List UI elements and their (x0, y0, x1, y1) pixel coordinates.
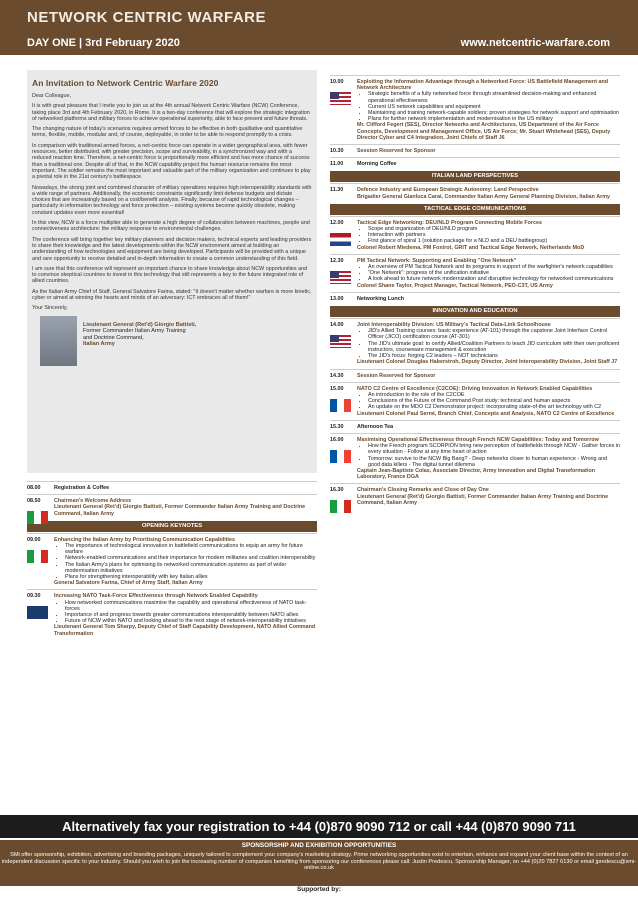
agenda-right-column (330, 75, 620, 509)
agenda-title: Increasing NATO Task-Force Effectiveness through Network Enabled Capability (54, 593, 258, 600)
agenda-speaker: Lieutenant General (Ret'd) Giorgio Battisti, Former Commander Italian Army Training and Doctrine Command, Italian Army (54, 504, 306, 517)
agenda-bullet: • The importance of technological innovation in battlefield communications to equip an army for future warfare (65, 543, 317, 555)
agenda-item (330, 382, 620, 420)
agenda-title: Registration & Coffee (54, 485, 110, 491)
agenda-title: NATO C2 Centre of Excellence (C2COE): Driving Innovation in Network Enabled Capabilities (357, 385, 593, 392)
agenda-item (330, 75, 620, 144)
agenda-title: Session Reserved for Sponsor (357, 372, 436, 379)
header-banner (0, 0, 638, 55)
flag-icon (330, 271, 351, 284)
agenda-bullet: • Strategic benefits of a fully networked force through streamlined decision-making and enhanced operational effectiveness (368, 91, 620, 103)
agenda-time: 10.00 (330, 79, 344, 85)
agenda-speaker: Colonel Robert Miedema, PM Foxtrot, GRIT and Tactical Edge Network, Netherlands MoD (357, 244, 585, 251)
signature-block (32, 316, 312, 366)
agenda-time: 15.30 (330, 423, 344, 430)
agenda-bullet: • How the French program SCORPION bring new perception of battlefields through NCW - Gather forces in every situation - Follow at any time heart of action (368, 443, 620, 455)
agenda-item (27, 533, 317, 590)
agenda-item (330, 157, 620, 170)
website-url[interactable]: www.netcentric-warfare.com (460, 37, 610, 49)
signature-line: and Doctrine Command, (83, 334, 144, 341)
flag-icon (330, 500, 351, 513)
agenda-speaker: Captain Jean-Baptiste Colas, Associate Director, Army Innovation and Digital Transformation Laboratory, France DGA (357, 467, 596, 481)
agenda-time: 12.30 (330, 257, 344, 264)
agenda-item (330, 183, 620, 202)
agenda-title: Chairman's Closing Remarks and Close of Day One (357, 487, 489, 494)
conference-title: NETWORK CENTRIC WARFARE (27, 9, 266, 26)
agenda-left-column (27, 481, 317, 640)
agenda-bullet: • An update on the MDO C2 Demonstrator project: incorporating state-of-the art technology with C2 (368, 404, 620, 410)
agenda-item (330, 216, 620, 254)
invitation-paragraph: Your Sincerely, (32, 305, 68, 312)
section-bar: TACTICAL EDGE COMMUNICATIONS (330, 204, 620, 215)
agenda-time: 16.30 (330, 487, 344, 494)
agenda-time: 10.30 (330, 148, 344, 155)
agenda-bullet: • Importance of and progress towards greater communications interoperability between NATO allies (65, 612, 317, 618)
sponsorship-panel (0, 840, 638, 886)
agenda-bullet: • Future of NCW within NATO and looking ahead to the next stage of network-interoperability initiatives (65, 618, 317, 624)
agenda-bullet: • Plans for further network implementation and modernisation in the US military (368, 116, 620, 122)
agenda-bullet: • JID's Allied Training courses: basic experience (AT-101) through the capstone Joint Interface Control Officer (JICO) certification course (AT-301) (368, 328, 620, 340)
flag-icon (330, 233, 351, 246)
invitation-box (27, 70, 317, 473)
agenda-bullet: • A look ahead to future network modernization and disruptive technology for networked communications (368, 276, 620, 282)
flag-icon (27, 606, 48, 619)
agenda-time: 11.00 (330, 161, 344, 168)
agenda-title: Enhancing the Italian Army by Prioritising Communication Capabilities (54, 536, 236, 543)
agenda-title: Networking Lunch (357, 295, 405, 302)
agenda-speaker: Lieutenant Colonel Paul Serné, Branch Chief, Concepts and Analysis, NATO C2 Centre of Excellence (357, 410, 615, 417)
agenda-bullet: • First glance of spiral 1 (solution package for a NLD and a DEU battlegroup) (368, 238, 620, 244)
agenda-time: 11.30 (330, 187, 344, 194)
invitation-paragraph: In this view, NCW is a force multiplier able to generate a high degree of collaboration between machines, people and connectiveness architecture: the military response to environmental challenges. (32, 220, 310, 233)
invitation-paragraph: The conference will bring together key military planners and decision makers, technical experts and leading providers to share their knowledge and the latest developments within the NCW environment aimed at building an understanding of how technologies and equipment are being developed. Participants will be provided with a unique and rare opportunity to receive detailed and in-depth information to create a common understanding of this field. (32, 236, 312, 262)
agenda-time: 15.00 (330, 385, 344, 392)
agenda-time: 09.30 (27, 593, 41, 600)
agenda-time: 09.00 (27, 536, 41, 543)
agenda-title: Defence Industry and European Strategic Autonomy: Land Perspective (357, 187, 539, 194)
agenda-time: 08.00 (27, 485, 41, 491)
agenda-bullet: • Network-enabled communications and their importance for modern militaries and coalition interoperability (65, 555, 317, 561)
agenda-speaker: Lieutenant General (Ret'd) Giorgio Battisti, Former Commander Italian Army Training and Doctrine Command, Italian Army (357, 493, 609, 506)
agenda-item (330, 318, 620, 368)
agenda-speaker: General Salvatore Farina, Chief of Army Staff, Italian Army (54, 580, 203, 587)
invitation-paragraph: As the Italian Army Chief of Staff, General Salvatore Farina, stated: "It doesn't matter whether warfare is more kinetic, cyber or aimed at winning the hearts and minds of an adversary: ICT embraces all of them!" (32, 288, 312, 302)
supported-by-label: Supported by: (296, 886, 342, 893)
flag-icon (330, 92, 351, 105)
agenda-time: 14.00 (330, 322, 344, 329)
agenda-time: 13.00 (330, 295, 344, 302)
fax-banner: Alternatively fax your registration to +44 (0)870 9090 712 or call +44 (0)870 9090 711 (0, 815, 638, 838)
agenda-speaker: Colonel Shane Taylor, Project Manager, Tactical Network, PEO-C3T, US Army (357, 282, 553, 289)
agenda-time: 14.30 (330, 372, 344, 379)
signature-line: Italian Army (83, 341, 115, 348)
agenda-item (330, 433, 620, 483)
agenda-bullet: • Current US network capabilities and equipment (368, 104, 620, 110)
agenda-item (330, 420, 620, 433)
section-bar: ITALIAN LAND PERSPECTIVES (330, 171, 620, 182)
agenda-item (330, 292, 620, 305)
agenda-bullet: • How networked communications maximise the capability and operational effectiveness of NATO task-forces (65, 600, 317, 612)
agenda-title: Session Reserved for Sponsor (357, 148, 436, 155)
invitation-paragraph: In comparison with traditional armed forces, a net-centric force can operate in a wider geographical area, with fewer resources, better distributed, with greater precision, scope and survivability, in a synchronized way and with a reduced reaction time. Therefore, a net-centric force is proportionally more efficient and has more chance of success than a traditional one. Despite all of that, in the NCW capability project the human resource remains the most important. The soldier remains the most important and valuable part of the military organization and continues to play a pivotal role in the 21st century's battlespace. (32, 142, 311, 181)
day-date: DAY ONE | 3rd February 2020 (27, 37, 180, 49)
agenda-title: Tactical Edge Networking: DEU/NLD Program Connecting Mobile Forces (357, 219, 543, 226)
agenda-speaker: Brigadier General Gianluca Carai, Commander Italian Army General Planning Division, Italian Army (357, 193, 611, 200)
agenda-item (27, 589, 317, 639)
agenda-title: Chairman's Welcome Address (54, 498, 132, 505)
agenda-bullet: • Plans for strengthening interoperability with key Italian allies (65, 574, 317, 580)
agenda-bullet: • Interaction with partners (368, 232, 620, 238)
agenda-bullet: • Scope and organization of DEU/NLD program (368, 226, 620, 232)
flag-icon (27, 511, 48, 524)
flag-icon (330, 399, 351, 412)
invitation-heading: An Invitation to Network Centric Warfare 2020 (32, 78, 219, 88)
agenda-speaker: Lieutenant General Tom Sharpy, Deputy Chief of Staff Capability Development, NATO Allied Command Transformation (54, 624, 316, 637)
chairman-photo (40, 316, 77, 366)
agenda-item (330, 483, 620, 509)
agenda-item (330, 369, 620, 382)
agenda-speaker: Mr. Clifford Fegert (SES), Director Networks and Architectures, US Department of the Air Force Concepts, Development and Management Office, US Air Force; Mr. Stuart Whitehead (SES), Deputy Director Cyber and C4 Integration, Joint Chiefs of Staff J6 (357, 122, 611, 141)
agenda-time: 08.50 (27, 498, 41, 505)
agenda-speaker: Lieutenant Colonel Douglas Haberstroh, Deputy Director, Joint Interoperability Division, Joint Staff J7 (357, 359, 618, 366)
agenda-title: Exploiting the Information Advantage through a Networked Force: US Battlefield Management and Network Architecture (357, 79, 609, 92)
agenda-bullet: • Conclusions of the Future of the Command Post study: technical and human aspects (368, 398, 620, 404)
section-bar: OPENING KEYNOTES (27, 521, 317, 532)
section-bar: INNOVATION AND EDUCATION (330, 306, 620, 317)
invitation-paragraph: I am sure that this conference will represent an important chance to share knowledge about NCW opportunities and to convince skeptical countries to invest in this technology that still represents a key to the future integrated role of allied countries. (32, 265, 308, 285)
flag-icon (27, 550, 48, 563)
agenda-bullet: • The JID's focus: forging C2 leaders – NOT technicians (368, 353, 620, 359)
agenda-item (27, 481, 317, 494)
agenda-bullet: • The Italian Army's plans for optimising its networked communication systems as part of wider modernisation initiatives (65, 562, 317, 574)
agenda-bullet: • An introduction to the role of the C2COE (368, 392, 620, 398)
invitation-paragraph: Nowadays, the strong joint and combined character of military operations requires high interoperability standards with a wide range of partners. Additionally, the economic constraints significantly limit defense budgets and dictate choices that are increasingly based on a cost/benefit analysis. Finally, because of rapid technological changes – particularly in information technology and force protection – existing systems become quickly obsolete, making constant updates even more essential! (32, 184, 312, 216)
agenda-item (330, 254, 620, 292)
signature-line: Former Commander Italian Army Training (83, 328, 186, 335)
agenda-title: Afternoon Tea (357, 423, 394, 430)
agenda-item (330, 144, 620, 157)
signature-name: Lieutenant General (Ret'd) Giorgio Battisti, (83, 321, 197, 328)
agenda-bullet: • Tomorrow: survive to the NCW Big Bang? - Deep networks closer to human experience - Wrong and good data killers - The digital tunnel dilemma (368, 456, 620, 468)
agenda-title: Maximising Operational Effectiveness through French NCW Capabilities: Today and Tomorrow (357, 436, 599, 443)
agenda-title: Joint Interoperability Division: US Military's Tactical Data-Link Schoolhouse (357, 322, 551, 329)
invitation-paragraph: The changing nature of today's scenarios requires armed forces to be effective in both qualitative and quantitative terms, flexible, mobile, modular and, of course, deployable, in order to be able to respond promptly to a crisis. (32, 126, 303, 139)
agenda-title: Morning Coffee (357, 161, 397, 168)
flag-icon (330, 450, 351, 463)
agenda-bullet: • An overview of PM Tactical Network and its programs in support of the warfighter's network capabilities (368, 264, 620, 270)
flag-icon (330, 335, 351, 348)
invitation-paragraph: It is with great pleasure that I invite you to join us at the 4th annual Network Centric Warfare (NCW) Conference, taking place 3rd and 4th February 2020, in Rome. It is a two-day conference that will explore the strategic integration of networked platforms and military forces to achieve operational superiority, able to face present and future threats. (32, 103, 310, 122)
agenda-time: 16.00 (330, 436, 344, 443)
agenda-bullet: • The JID's ultimate goal: to certify Allied/Coalition Partners to teach JID curriculum with their own proficient instructors, courseware management & execution (368, 341, 620, 353)
sponsorship-text: SMi offer sponsorship, exhibition, advertising and branding packages, uniquely tailored to complement your company's marketing strategy. Prime networking opportunities exist to entertain, enhance and expand your client base within the context of an independent discussion specific to your industry. Should you wish to join the increasing number of companies benefiting from sponsoring our conferences please call: Justin Predescu, Sponsorship Manager, on +44 (0)20 7827 6130 or email jpredescu@smi-online.co.uk (1, 851, 637, 872)
agenda-item (27, 494, 317, 520)
invitation-text (32, 93, 312, 312)
agenda-title: PM Tactical Network: Supporting and Enabling "One Network" (357, 257, 517, 264)
agenda-time: 12.00 (330, 219, 344, 226)
sponsorship-title: SPONSORSHIP AND EXHIBITION OPPORTUNITIES (241, 842, 397, 849)
agenda-bullet: • "One Network": progress of the unification initiative (368, 270, 620, 276)
agenda-bullet: • Maintaining and training network-capable soldiers: proven strategies for network support and optimisation (368, 110, 620, 116)
invitation-paragraph: Dear Colleague, (32, 93, 71, 99)
